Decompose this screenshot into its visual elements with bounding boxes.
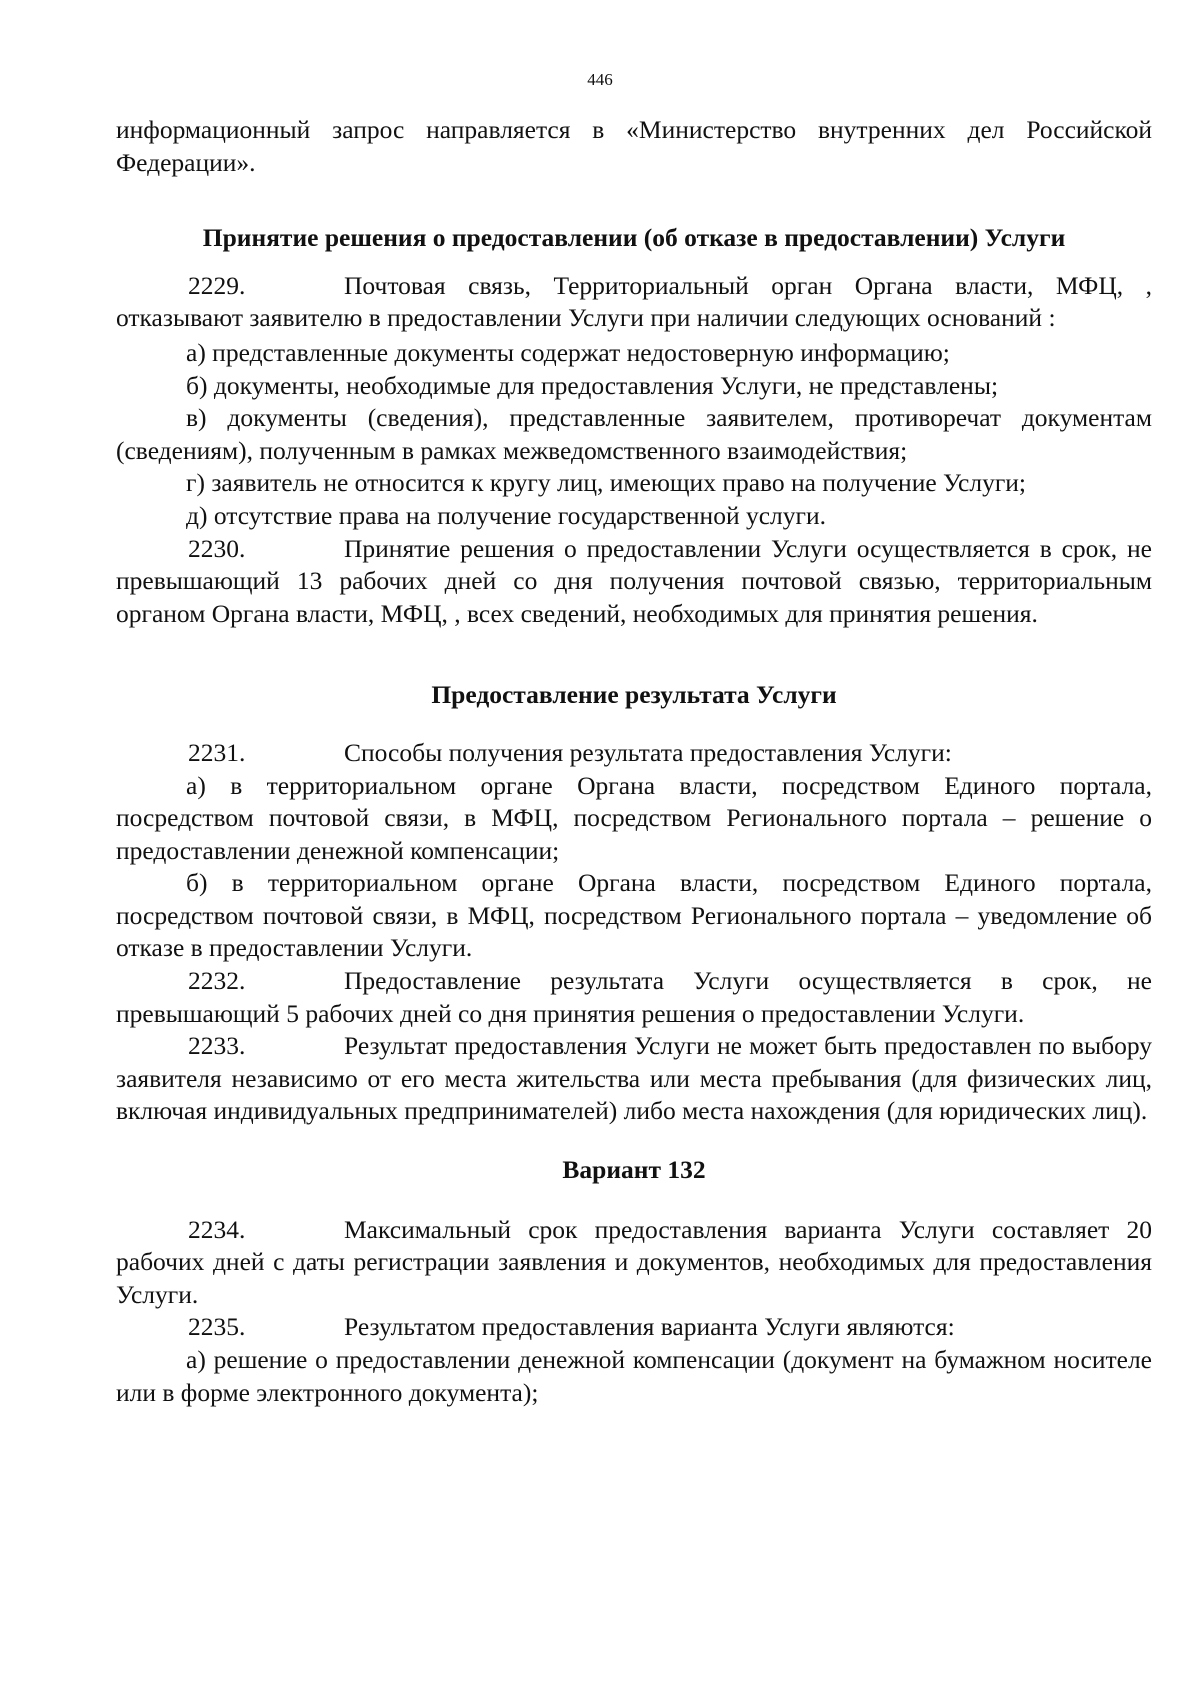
paragraph-text: Предоставление результата Услуги осуществляется в срок, не превышающий 5 рабочих дней со дня принятия решения о предоставлении Услуги.	[116, 966, 1152, 1028]
paragraph-2233	[116, 1030, 1152, 1128]
list-item: г) заявитель не относится к кругу лиц, имеющих право на получение Услуги;	[186, 468, 1027, 498]
list-item: а) представленные документы содержат недостоверную информацию;	[186, 337, 950, 367]
paragraph-text: Максимальный срок предоставления варианта Услуги составляет 20 рабочих дней с даты регистрации заявления и документов, необходимых для предоставления Услуги.	[116, 1214, 1152, 1309]
paragraph-number: 2235.	[188, 1312, 246, 1342]
paragraph-number: 2233.	[188, 1031, 246, 1061]
paragraph-2232	[116, 965, 1152, 1030]
list-item: д) отсутствие права на получение государственной услуги.	[186, 500, 826, 530]
paragraph-number: 2232.	[188, 966, 246, 996]
paragraph-2234	[116, 1214, 1152, 1312]
paragraph-text: Способы получения результата предоставления Услуги:	[344, 737, 952, 767]
paragraph-number: 2234.	[188, 1214, 246, 1244]
section-heading-result: Предоставление результата Услуги	[431, 680, 837, 710]
paragraph-2231	[116, 737, 1152, 770]
intro-paragraph: информационный запрос направляется в «Министерство внутренних дел Российской Федерации».	[116, 115, 1152, 177]
section-heading-decision: Принятие решения о предоставлении (об отказе в предоставлении) Услуги	[202, 223, 1066, 253]
list-item: а) в территориальном органе Органа власти, посредством Единого портала, посредством почтовой связи, в МФЦ, посредством Регионального портала – решение о предоставлении денежной компенсации;	[116, 770, 1152, 865]
section-heading-variant: Вариант 132	[562, 1155, 706, 1185]
paragraph-text: Результатом предоставления варианта Услуги являются:	[344, 1312, 955, 1342]
paragraph-2229	[116, 270, 1152, 335]
list-item: а) решение о предоставлении денежной компенсации (документ на бумажном носителе или в форме электронного документа);	[116, 1345, 1152, 1407]
list-item: б) документы, необходимые для предоставления Услуги, не представлены;	[186, 370, 999, 400]
paragraph-text: Принятие решения о предоставлении Услуги осуществляется в срок, не превышающий 13 рабочих дней со дня получения почтовой связью, территориальным органом Органа власти, МФЦ, , всех сведений, необходимых для принятия решения.	[116, 533, 1152, 628]
list-item: в) документы (сведения), представленные заявителем, противоречат документам (сведениям), полученным в рамках межведомственного взаимодействия;	[116, 403, 1152, 465]
paragraph-number: 2229.	[188, 270, 246, 300]
paragraph-2235	[116, 1311, 1152, 1344]
paragraph-text: Почтовая связь, Территориальный орган Органа власти, МФЦ, , отказывают заявителю в предоставлении Услуги при наличии следующих оснований :	[116, 270, 1152, 333]
list-item: б) в территориальном органе Органа власти, посредством Единого портала, посредством почтовой связи, в МФЦ, посредством Регионального портала – уведомление об отказе в предоставлении Услуги.	[116, 868, 1152, 963]
page-number: 446	[587, 70, 613, 89]
paragraph-number: 2230.	[188, 533, 246, 563]
paragraph-2230	[116, 533, 1152, 631]
paragraph-number: 2231.	[188, 737, 246, 767]
paragraph-text: Результат предоставления Услуги не может быть предоставлен по выбору заявителя независимо от его места жительства или места пребывания (для физических лиц, включая индивидуальных предпринимателей) либо места нахождения (для юридических лиц).	[116, 1031, 1152, 1126]
document-body	[116, 114, 1152, 1409]
